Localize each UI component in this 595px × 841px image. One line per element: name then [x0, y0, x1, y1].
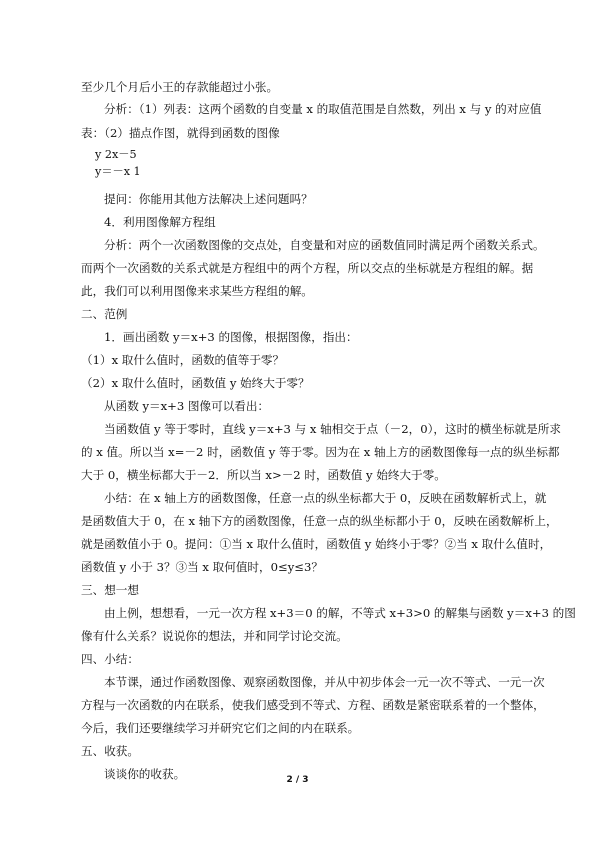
equation-line: y＝－x 1 — [95, 165, 141, 178]
text-line: 小结：在 x 轴上方的函数图像，任意一点的纵坐标都大于 0，反映在函数解析式上，就 — [104, 491, 547, 505]
section-heading: 五、收获。 — [81, 744, 139, 758]
text-line: 而两个一次函数的关系式就是方程组中的两个方程，所以交点的坐标就是方程组的解。据 — [81, 261, 534, 275]
section-heading: 4．利用图像解方程组 — [104, 215, 216, 229]
text-line: 从函数 y＝x+3 图像可以看出： — [104, 399, 270, 413]
text-line: 方程与一次函数的内在联系，使我们感受到不等式、方程、函数是紧密联系着的一个整体， — [81, 698, 545, 712]
text-line: 表：（2）描点作图，就得到函数的图像 — [81, 126, 280, 140]
text-line: 当函数值 y 等于零时，直线 y＝x+3 与 x 轴相交于点（－2，0），这时的横坐标就是所求 — [104, 422, 561, 436]
text-line: 1．画出函数 y＝x+3 的图像，根据图像，指出： — [104, 330, 358, 344]
text-line: 分析：（1）列表：这两个函数的自变量 x 的取值范围是自然数，列出 x 与 y 的对应值 — [104, 102, 542, 116]
text-line: 就是函数值小于 0。提问：①当 x 取什么值时，函数值 y 始终小于零？②当 x 取什么值时， — [81, 537, 552, 551]
equation-line: y 2x－5 — [95, 148, 137, 161]
text-line: 大于 0，横坐标都大于－2．所以当 x>－2 时，函数值 y 始终大于零。 — [81, 468, 446, 482]
text-line: 是函数值大于 0，在 x 轴下方的函数图像，任意一点的纵坐标都小于 0，反映在函数解析上， — [81, 514, 558, 528]
text-line: 函数值 y 小于 3？③当 x 取何值时，0≤y≤3？ — [81, 560, 323, 574]
text-line: 像有什么关系？说说你的想法，并和同学讨论交流。 — [81, 629, 348, 643]
text-line: 今后，我们还要继续学习并研究它们之间的内在联系。 — [81, 721, 360, 735]
section-heading: 四、小结： — [81, 652, 139, 666]
text-line: 此，我们可以利用图像来求某些方程组的解。 — [81, 284, 313, 298]
text-line: 提问：你能用其他方法解决上述问题吗？ — [104, 192, 313, 206]
text-line: 分析：两个一次函数图像的交点处，自变量和对应的函数值同时满足两个函数关系式。 — [104, 238, 545, 252]
text-line: 至少几个月后小王的存款能超过小张。 — [81, 80, 279, 94]
section-heading: 二、范例 — [81, 307, 128, 321]
page-number: 2 / 3 — [286, 775, 309, 785]
text-line: 由上例，想想看，一元一次方程 x+3＝0 的解，不等式 x+3>0 的解集与函数 y＝x+3 的图 — [104, 606, 576, 620]
text-line: 的 x 值。所以当 x=－2 时，函数值 y 等于零。因为在 x 轴上方的函数图像每一点的纵坐标都 — [81, 445, 560, 459]
text-line: 本节课，通过作函数图像、观察函数图像，并从中初步体会一元一次不等式、一元一次 — [104, 675, 545, 689]
text-line: 谈谈你的收获。 — [104, 767, 186, 781]
section-heading: 三、想一想 — [81, 583, 139, 597]
text-line: （2）x 取什么值时，函数值 y 始终大于零？ — [81, 376, 310, 390]
text-line: （1）x 取什么值时，函数的值等于零？ — [81, 353, 285, 367]
